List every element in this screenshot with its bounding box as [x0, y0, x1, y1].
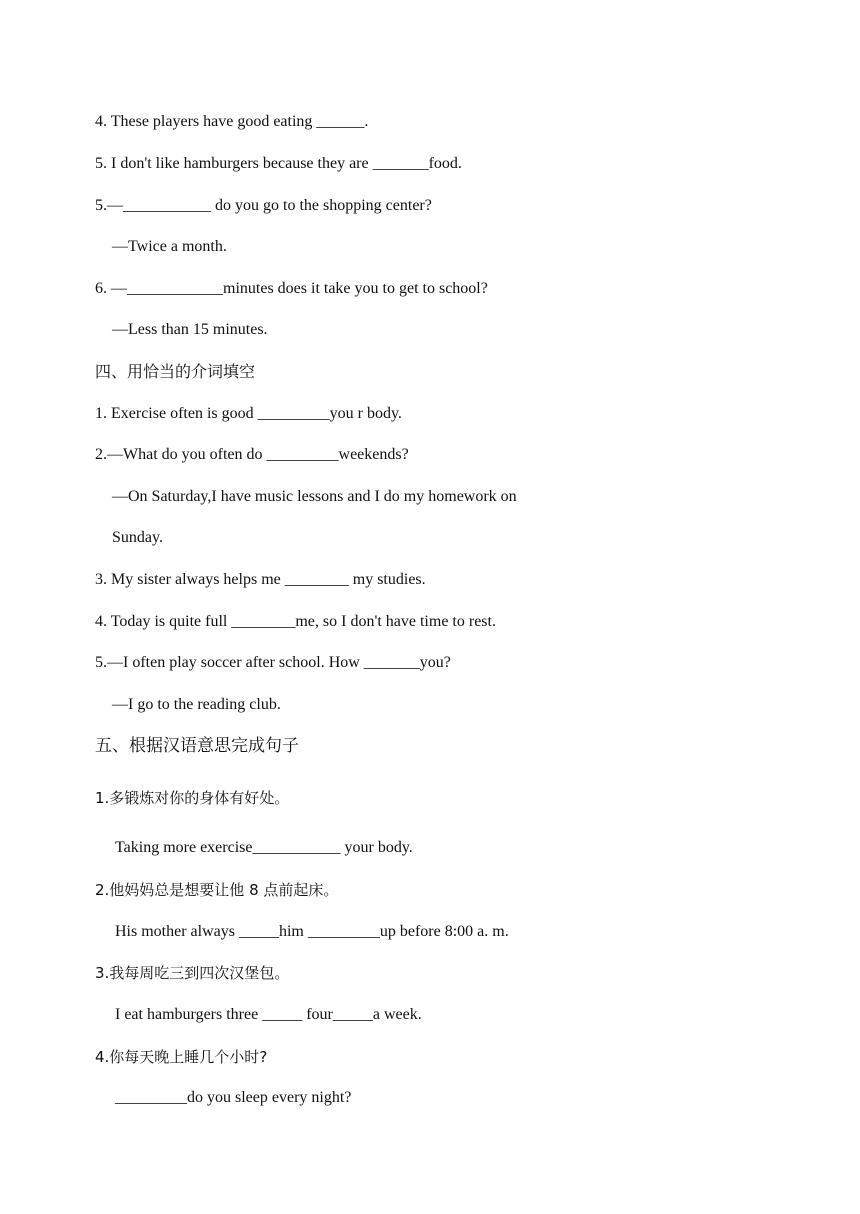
translation-item-2-english: His mother always _____him _________up before 8:00 a. m. [115, 923, 509, 940]
translation-item-3-english: I eat hamburgers three _____ four_____a week. [115, 1006, 422, 1023]
preposition-item-5-question: 5.—I often play soccer after school. How _______you? [95, 654, 451, 671]
fill-blank-item-5-hamburgers: 5. I don't like hamburgers because they are _______food. [95, 155, 462, 172]
dialogue-answer-6: —Less than 15 minutes. [112, 321, 268, 338]
preposition-item-4: 4. Today is quite full ________me, so I don't have time to rest. [95, 613, 496, 630]
preposition-item-3: 3. My sister always helps me ________ my studies. [95, 571, 426, 588]
preposition-item-2-answer: —On Saturday,I have music lessons and I do my homework on [112, 488, 517, 505]
translation-item-3-chinese: 3.我每周吃三到四次汉堡包。 [95, 964, 290, 982]
preposition-item-2-answer-cont: Sunday. [112, 529, 163, 546]
translation-item-4-english: _________do you sleep every night? [115, 1089, 352, 1106]
section-heading-translation: 五、根据汉语意思完成句子 [95, 736, 299, 756]
preposition-item-2-question: 2.—What do you often do _________weekends? [95, 446, 409, 463]
preposition-item-5-answer: —I go to the reading club. [112, 696, 281, 713]
dialogue-answer-5: —Twice a month. [112, 238, 227, 255]
translation-item-1-english: Taking more exercise___________ your body. [115, 839, 413, 856]
translation-item-2-chinese: 2.他妈妈总是想要让他 8 点前起床。 [95, 881, 339, 899]
translation-item-1-chinese: 1.多锻炼对你的身体有好处。 [95, 789, 290, 807]
section-heading-prepositions: 四、用恰当的介词填空 [95, 362, 256, 381]
dialogue-question-6: 6. —____________minutes does it take you to get to school? [95, 280, 488, 297]
preposition-item-1: 1. Exercise often is good _________you r body. [95, 405, 402, 422]
fill-blank-item-4-eating: 4. These players have good eating ______. [95, 113, 369, 130]
translation-item-4-chinese: 4.你每天晚上睡几个小时? [95, 1048, 268, 1066]
dialogue-question-5: 5.—___________ do you go to the shopping center? [95, 197, 432, 214]
